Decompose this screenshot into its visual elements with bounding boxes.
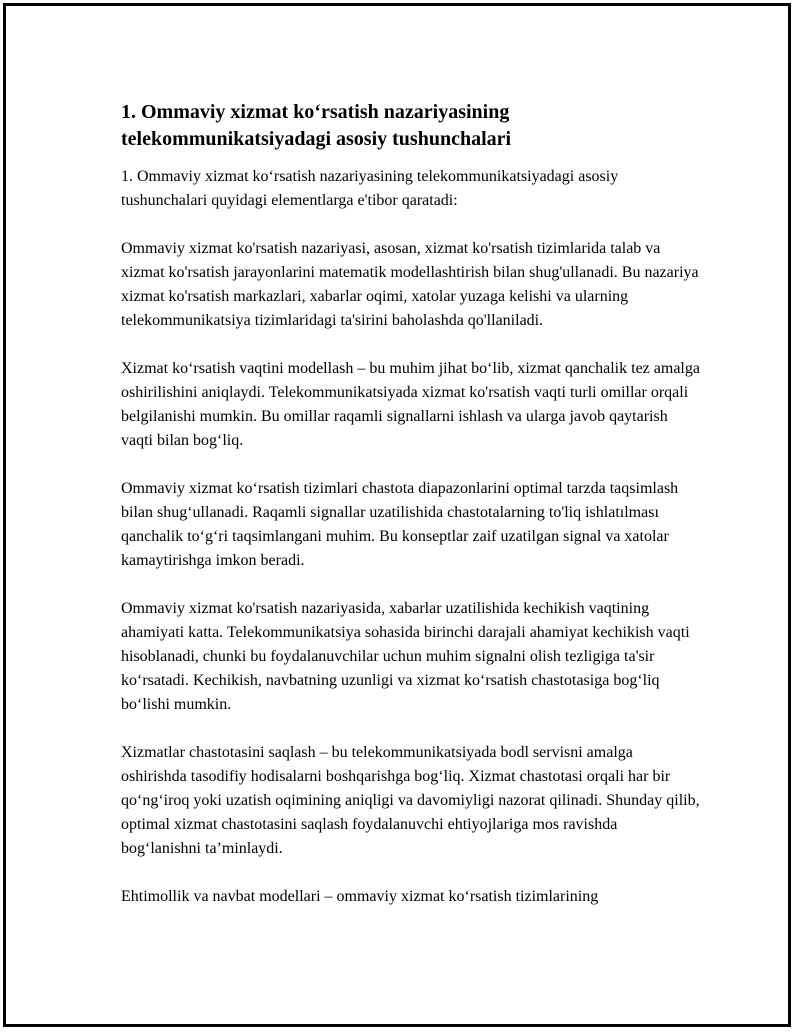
paragraph-intro: 1. Ommaviy xizmat ko‘rsatish nazariyasining telekommunikatsiyadagi asosiy tushunchalari quyidagi elementlarga e'tibor qaratadi:: [121, 168, 619, 209]
document-title: 1. Ommaviy xizmat ko‘rsatish nazariyasining telekommunikatsiyadagi asosiy tushunchalari: [121, 101, 512, 150]
paragraph-probability-models: Ehtimollik va navbat modellari – ommaviy xizmat ko‘rsatish tizimlarining: [121, 888, 599, 905]
paragraph-service-frequency: Xizmatlar chastotasini saqlash – bu telekommunikatsiyada bodl servisni amalga oshirishda tasodifiy hodisalarni boshqarishga bog‘liq. Xizmat chastotasi orqali har bir qo‘ng‘iroq yoki uzatish oqimining aniqligi va davomiyligi nazorat qilinadi. Shunday qilib, optimal xizmat chastotasini saqlash foydalanuvchi ehtiyojlariga mos ravishda bog‘lanishni ta’minlaydi.: [121, 744, 700, 857]
document-body: [121, 99, 701, 933]
paragraph-delay: Ommaviy xizmat ko'rsatish nazariyasida, xabarlar uzatilishida kechikish vaqtining ahamiyati katta. Telekommunikatsiya sohasida birinchi darajali ahamiyat kechikish vaqti hisoblanadi, chunki bu foydalanuvchilar uchun muhim signalni olish tezligiga ta'sir ko‘rsatadi. Kechikish, navbatning uzunligi va xizmat ko‘rsatish chastotasiga bog‘liq bo‘lishi mumkin.: [121, 600, 690, 713]
page-frame: [3, 3, 791, 1027]
paragraph-frequency-allocation: Ommaviy xizmat ko‘rsatish tizimlari chastota diapazonlarini optimal tarzda taqsimlash bilan shug‘ullanadi. Raqamli signallar uzatilishida chastotalarning to'liq ishlatılması qanchalik to‘g‘ri taqsimlangani muhim. Bu konseptlar zaif uzatilgan signal va xatolar kamaytirishga imkon beradi.: [121, 480, 679, 569]
paragraph-theory-overview: Ommaviy xizmat ko'rsatish nazariyasi, asosan, xizmat ko'rsatish tizimlarida talab va xizmat ko'rsatish jarayonlarini matematik modellashtirish bilan shug'ullanadi. Bu nazariya xizmat ko'rsatish markazlari, xabarlar oqimi, xatolar yuzaga kelishi va ularning telekommunikatsiya tizimlaridagi ta'sirini baholashda qo'llaniladi.: [121, 240, 699, 329]
paragraph-service-time: Xizmat ko‘rsatish vaqtini modellash – bu muhim jihat bo‘lib, xizmat qanchalik tez amalga oshirilishini aniqlaydi. Telekommunikatsiyada xizmat ko'rsatish vaqti turli omillar orqali belgilanishi mumkin. Bu omillar raqamli signallarni ishlash va ularga javob qaytarish vaqti bilan bog‘liq.: [121, 360, 700, 449]
